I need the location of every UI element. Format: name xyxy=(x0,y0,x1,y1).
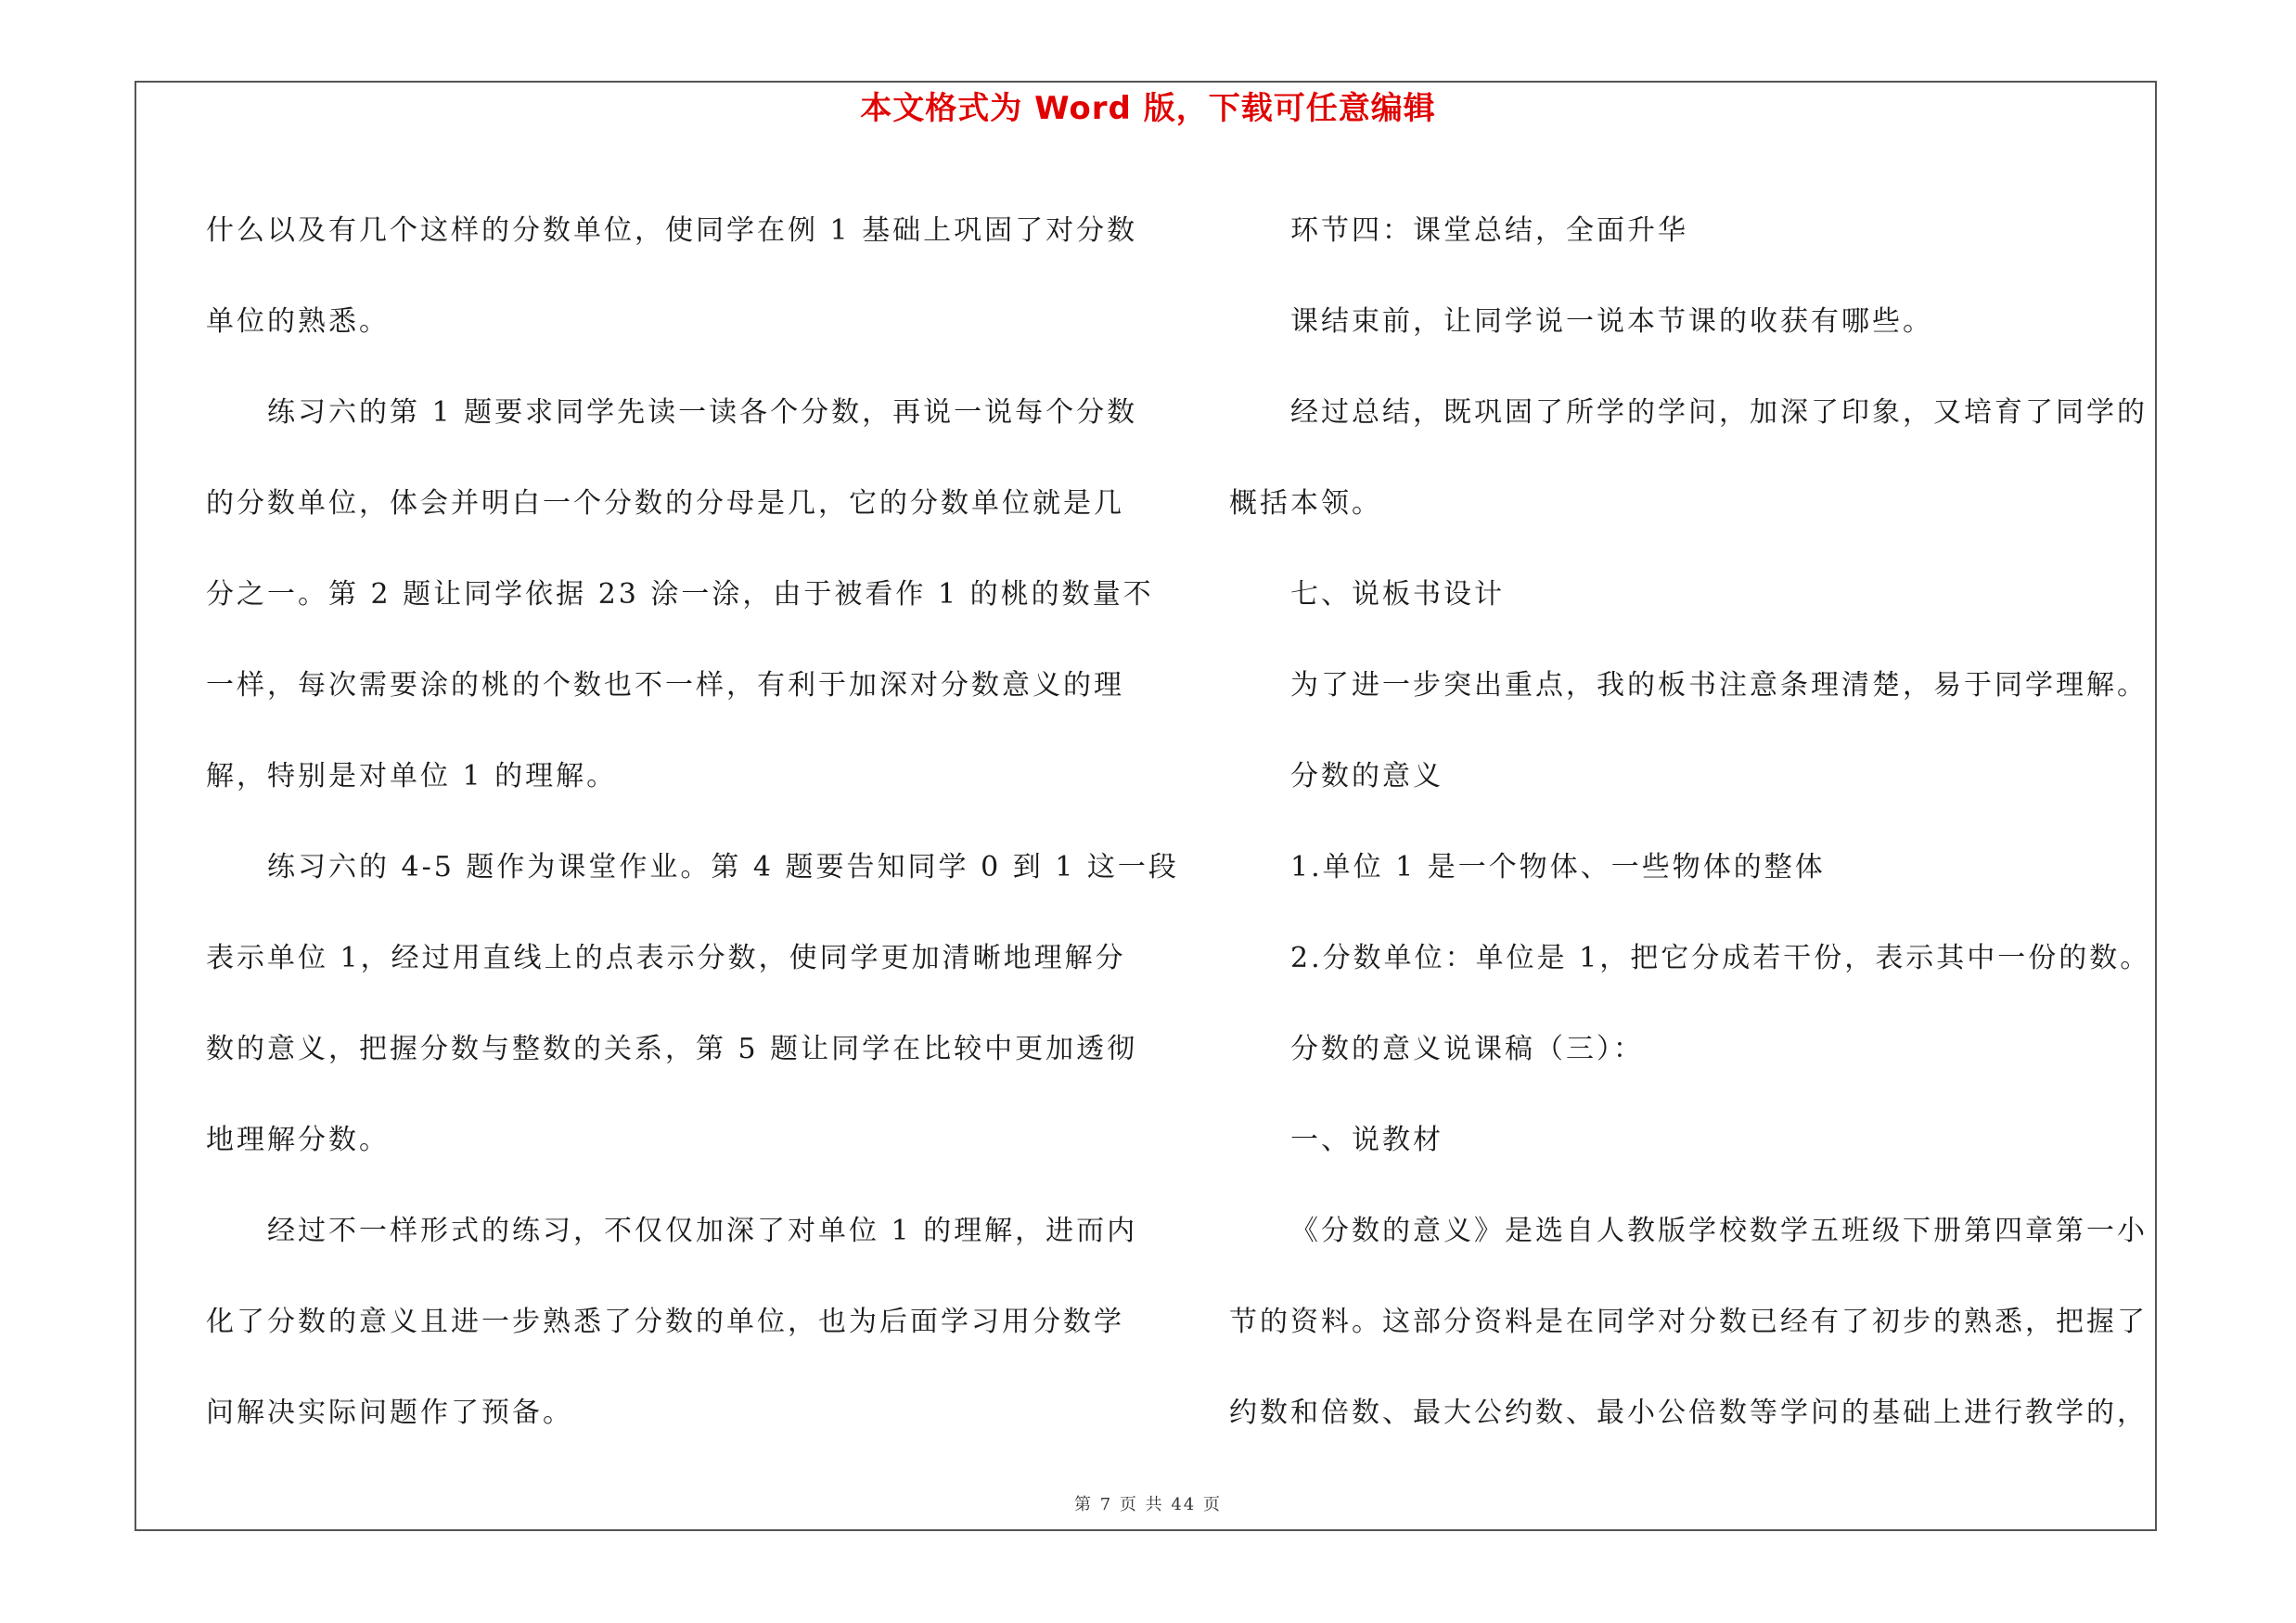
text-line: 数的意义，把握分数与整数的关系，第 5 题让同学在比较中更加透彻 xyxy=(206,1033,1138,1065)
text-line: 地理解分数。 xyxy=(206,1124,390,1156)
text-line: 问解决实际问题作了预备。 xyxy=(206,1397,573,1429)
text-line: 节的资料。这部分资料是在同学对分数已经有了初步的熟悉，把握了 xyxy=(1229,1306,2148,1338)
text-line: 化了分数的意义且进一步熟悉了分数的单位，也为后面学习用分数学 xyxy=(206,1306,1124,1338)
text-line: 1.单位 1 是一个物体、一些物体的整体 xyxy=(1290,851,1826,883)
text-line: 经过总结，既巩固了所学的学问，加深了印象，又培育了同学的 xyxy=(1290,396,2148,429)
text-line: 《分数的意义》是选自人教版学校数学五班级下册第四章第一小 xyxy=(1290,1215,2148,1247)
right-column xyxy=(1229,186,2157,1459)
text-line: 解，特别是对单位 1 的理解。 xyxy=(206,760,618,792)
page-number: 第 7 页 共 44 页 xyxy=(1074,1495,1222,1514)
text-line: 分数的意义 xyxy=(1290,760,1443,792)
text-line: 环节四：课堂总结，全面升华 xyxy=(1290,214,1688,247)
text-line: 为了进一步突出重点，我的板书注意条理清楚，易于同学理解。 xyxy=(1290,669,2148,702)
text-line: 课结束前，让同学说一说本节课的收获有哪些。 xyxy=(1290,305,1933,338)
text-line: 练习六的 4-5 题作为课堂作业。第 4 题要告知同学 0 到 1 这一段 xyxy=(267,851,1179,883)
text-line: 一样，每次需要涂的桃的个数也不一样，有利于加深对分数意义的理 xyxy=(206,669,1124,702)
text-line: 经过不一样形式的练习，不仅仅加深了对单位 1 的理解，进而内 xyxy=(267,1215,1138,1247)
text-line: 分之一。第 2 题让同学依据 23 涂一涂，由于被看作 1 的桃的数量不 xyxy=(206,578,1154,611)
format-banner: 本文格式为 Word 版，下载可任意编辑 xyxy=(860,90,1436,127)
text-line: 练习六的第 1 题要求同学先读一读各个分数，再说一说每个分数 xyxy=(267,396,1138,429)
text-line: 概括本领。 xyxy=(1229,487,1382,520)
text-line: 单位的熟悉。 xyxy=(206,305,390,338)
text-line: 分数的意义说课稿（三）： xyxy=(1290,1033,1644,1065)
text-line: 2.分数单位：单位是 1，把它分成若干份，表示其中一份的数。 xyxy=(1290,942,2151,974)
text-line: 的分数单位，体会并明白一个分数的分母是几，它的分数单位就是几 xyxy=(206,487,1124,520)
text-line: 表示单位 1，经过用直线上的点表示分数，使同学更加清晰地理解分 xyxy=(206,942,1126,974)
text-line: 约数和倍数、最大公约数、最小公倍数等学问的基础上进行教学的， xyxy=(1229,1397,2148,1429)
text-line: 什么以及有几个这样的分数单位，使同学在例 1 基础上巩固了对分数 xyxy=(206,214,1138,247)
text-line: 一、说教材 xyxy=(1290,1124,1443,1156)
text-line: 七、说板书设计 xyxy=(1290,578,1505,611)
left-column xyxy=(206,186,1179,1459)
